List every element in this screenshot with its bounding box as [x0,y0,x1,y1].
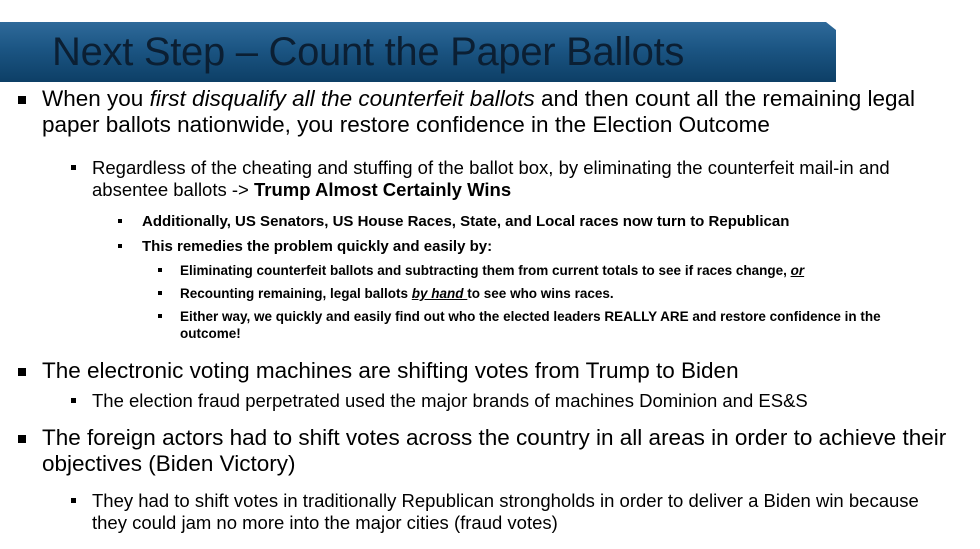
bullet-restore-confidence [0,86,980,138]
bullet-foreign-actors [0,425,980,477]
square-bullet-icon [71,498,76,503]
bullet-either-way [0,308,980,342]
emphasis-text: first disqualify all the counterfeit ballots [149,86,535,111]
text: The foreign actors had to shift votes across the country in all areas in order to achieve their objectives (Biden Victory) [42,425,947,476]
square-bullet-icon [158,314,162,318]
emphasis-text: or [790,263,805,278]
bullet-eliminating [0,262,980,279]
square-bullet-icon [118,244,122,248]
text: When you [42,86,150,111]
square-bullet-icon [71,398,76,403]
bullet-strongholds [0,490,980,534]
square-bullet-icon [118,219,122,223]
square-bullet-icon [18,96,26,104]
text: to see who wins races. [467,286,614,301]
text: This remedies the problem quickly and easily by: [142,238,493,255]
text: Eliminating counterfeit ballots and subtracting them from current totals to see if races change, [180,263,791,278]
strong-text: Trump Almost Certainly Wins [253,179,512,200]
text: Either way, we quickly and easily find out who the elected leaders REALLY ARE and restore confidence in the outcome! [180,309,881,341]
bullet-election-fraud [0,390,980,412]
text: Regardless of the cheating and stuffing of the ballot box, by eliminating the counterfeit mail-in and absentee ballots -> [92,157,890,200]
text: and then count all the remaining legal paper ballots nationwide, you restore confidence in the Election Outcome [42,86,916,137]
text: Additionally, US Senators, US House Races, State, and Local races now turn to Republican [142,213,790,230]
square-bullet-icon [158,291,162,295]
text: Recounting remaining, legal ballots [180,286,412,301]
square-bullet-icon [71,165,76,170]
emphasis-text: by hand [411,286,468,301]
bullet-remedies [0,237,980,256]
text: The election fraud perpetrated used the major brands of machines Dominion and ES&S [92,390,808,411]
text: They had to shift votes in traditionally Republican strongholds in order to deliver a Biden win because they could jam no more into the major cities (fraud votes) [92,490,919,533]
square-bullet-icon [158,268,162,272]
slide-content [0,86,980,534]
text: The electronic voting machines are shifting votes from Trump to Biden [42,358,739,383]
bullet-recounting [0,285,980,302]
square-bullet-icon [18,368,26,376]
slide-title: Next Step – Count the Paper Ballots [52,30,685,74]
bullet-additionally [0,212,980,231]
bullet-regardless [0,157,980,201]
bullet-voting-machines [0,358,980,384]
square-bullet-icon [18,435,26,443]
